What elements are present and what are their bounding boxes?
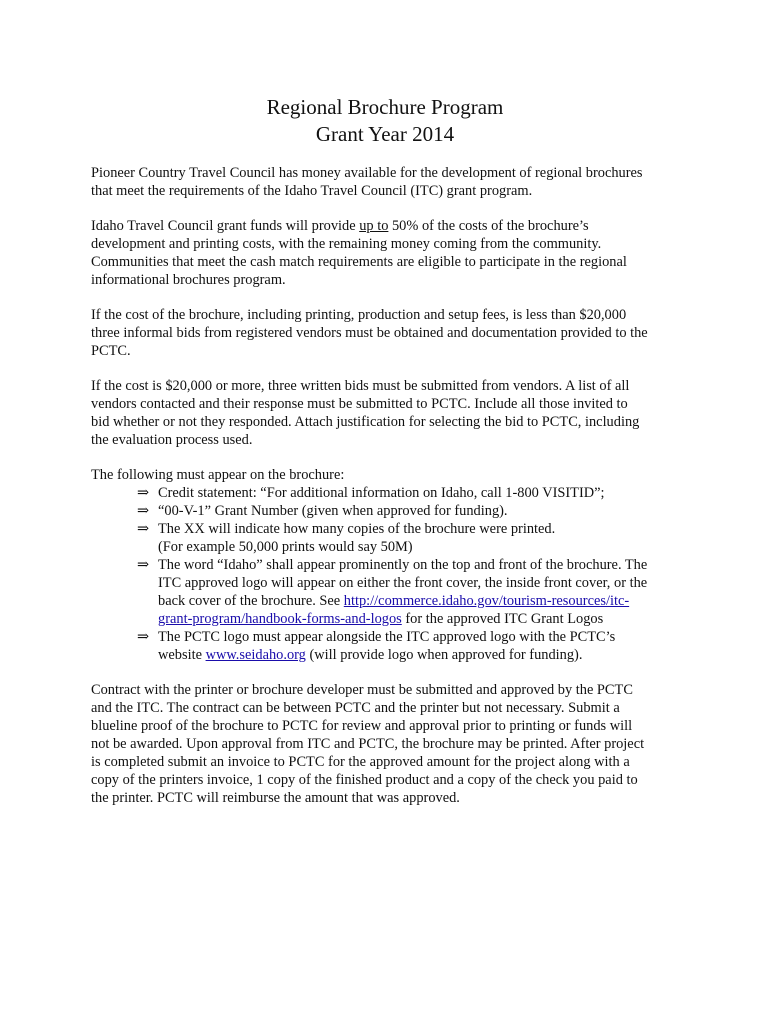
informal-bids-paragraph [91,306,691,360]
text-line: “00-V-1” Grant Number (given when approved for funding). [158,503,508,519]
arrow-icon: ⇒ [137,557,150,573]
arrow-icon: ⇒ [137,485,150,501]
text-span: Idaho Travel Council grant funds will provide [91,218,360,234]
text-line: ITC approved logo will appear on either the front cover, the inside front cover, or the [158,575,648,591]
text-line [158,610,691,628]
text-line [158,592,691,610]
text-line: copy of the printers invoice, 1 copy of the finished product and a copy of the check you paid to [91,772,638,788]
text-line: If the cost of the brochure, including printing, production and setup fees, is less than $20,000 [91,307,627,323]
itc-grant-logos-link-continued[interactable]: grant-program/handbook-forms-and-logos [158,611,402,627]
contract-paragraph [91,681,691,807]
list-item [137,628,691,664]
text-line: The PCTC logo must appear alongside the ITC approved logo with the PCTC’s [158,629,616,645]
arrow-icon: ⇒ [137,521,150,537]
text-line: If the cost is $20,000 or more, three written bids must be submitted from vendors. A list of all [91,378,630,394]
title-line-2: Grant Year 2014 [315,122,455,146]
text-line: PCTC. [91,343,131,359]
text-line: is completed submit an invoice to PCTC for the approved amount for the project along with a [91,754,630,770]
text-span: for the approved ITC Grant Logos [401,611,604,627]
text-line: The XX will indicate how many copies of the brochure were printed. [158,521,556,537]
document-title [0,94,770,148]
text-line: vendors contacted and their response must be submitted to PCTC. Include all those invited to [91,396,628,412]
text-line: and the ITC. The contract can be between PCTC and the printer but not necessary. Submit a [91,700,620,716]
text-span: website [158,647,206,663]
list-item [137,556,691,628]
text-line: that meet the requirements of the Idaho Travel Council (ITC) grant program. [91,183,533,199]
text-line: not be awarded. Upon approval from ITC and PCTC, the brochure may be printed. After project [91,736,645,752]
requirements-list [91,484,691,664]
text-line: informational brochures program. [91,272,286,288]
text-line: blueline proof of the brochure to PCTC for review and approval prior to printing or funds will [91,718,633,734]
text-line: three informal bids from registered vendors must be obtained and documentation provided to the [91,325,648,341]
text-span: back cover of the brochure. See [158,593,344,609]
text-line: Credit statement: “For additional information on Idaho, call 1-800 VISITID”; [158,485,605,501]
document-body [91,164,691,824]
arrow-icon: ⇒ [137,503,150,519]
written-bids-paragraph [91,377,691,449]
text-line: The word “Idaho” shall appear prominently on the top and front of the brochure. The [158,557,648,573]
text-line: Pioneer Country Travel Council has money available for the development of regional brochures [91,165,643,181]
text-line: bid whether or not they responded. Attach justification for selecting the bid to PCTC, including [91,414,640,430]
list-item [137,520,691,556]
text-span: 50% of the costs of the brochure’s [388,218,589,234]
list-intro: The following must appear on the brochure: [91,467,345,483]
itc-grant-logos-link[interactable]: http://commerce.idaho.gov/tourism-resources/itc- [343,593,630,609]
text-line: Contract with the printer or brochure developer must be submitted and approved by the PCTC [91,682,633,698]
text-line: the evaluation process used. [91,432,253,448]
underlined-text: up to [359,218,389,234]
text-line: Communities that meet the cash match requirements are eligible to participate in the regional [91,254,627,270]
text-line: development and printing costs, with the remaining money coming from the community. [91,236,602,252]
text-line: (For example 50,000 prints would say 50M) [158,539,413,555]
title-line-1: Regional Brochure Program [266,95,504,119]
text-line: the printer. PCTC will reimburse the amount that was approved. [91,790,460,806]
list-item [137,484,691,502]
list-item [137,502,691,520]
intro-paragraph [91,164,691,200]
text-line [91,217,691,235]
text-span: (will provide logo when approved for funding). [305,647,583,663]
grant-funds-paragraph [91,217,691,289]
seidaho-website-link[interactable]: www.seidaho.org [205,647,306,663]
text-line [158,646,691,664]
arrow-icon: ⇒ [137,629,150,645]
